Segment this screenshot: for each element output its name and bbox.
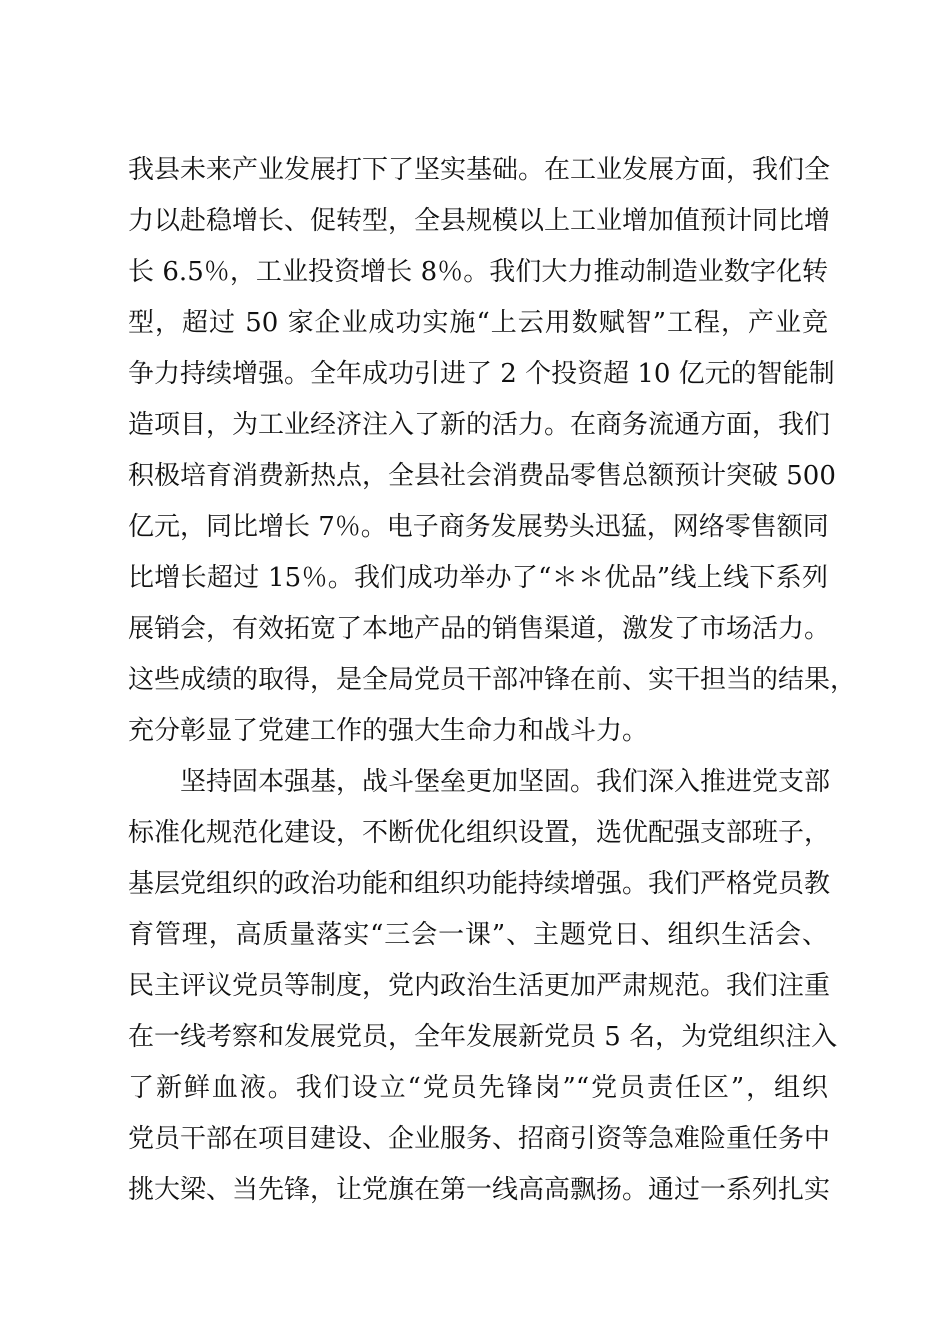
text-line: 比增长超过 15％。我们成功举办了“＊＊优品”线上线下系列 <box>128 563 828 593</box>
text-line: 力以赴稳增长、促转型，全县规模以上工业增加值预计同比增 <box>128 206 831 236</box>
text-line: 争力持续增强。全年成功引进了 2 个投资超 10 亿元的智能制 <box>128 359 835 389</box>
text-line: 民主评议党员等制度，党内政治生活更加严肃规范。我们注重 <box>128 971 831 1001</box>
text-line: 这些成绩的取得，是全局党员干部冲锋在前、实干担当的结果， <box>128 665 857 695</box>
document-body <box>128 145 857 1216</box>
text-line: 挑大梁、当先锋，让党旗在第一线高高飘扬。通过一系列扎实 <box>128 1175 831 1205</box>
text-line: 党员干部在项目建设、企业服务、招商引资等急难险重任务中 <box>128 1124 831 1154</box>
text-line: 造项目，为工业经济注入了新的活力。在商务流通方面，我们 <box>128 410 831 440</box>
text-line: 充分彰显了党建工作的强大生命力和战斗力。 <box>128 716 649 746</box>
text-line: 型，超过 50 家企业成功实施“上云用数赋智”工程，产业竞 <box>128 308 828 338</box>
text-line: 坚持固本强基，战斗堡垒更加坚固。我们深入推进党支部 <box>180 767 831 797</box>
text-line: 长 6.5％，工业投资增长 8％。我们大力推动制造业数字化转 <box>128 257 828 287</box>
text-line: 了新鲜血液。我们设立“党员先锋岗”“党员责任区”，组织 <box>128 1073 828 1103</box>
text-line: 亿元，同比增长 7％。电子商务发展势头迅猛，网络零售额同 <box>128 512 829 542</box>
paragraph-1 <box>128 145 857 757</box>
paragraph-2 <box>128 757 838 1216</box>
text-line: 育管理，高质量落实“三会一课”、主题党日、组织生活会、 <box>128 920 828 950</box>
text-line: 积极培育消费新热点，全县社会消费品零售总额预计突破 500 <box>128 461 836 491</box>
text-line: 展销会，有效拓宽了本地产品的销售渠道，激发了市场活力。 <box>128 614 831 644</box>
text-line: 标准化规范化建设，不断优化组织设置，选优配强支部班子， <box>128 818 831 848</box>
text-line: 在一线考察和发展党员，全年发展新党员 5 名，为党组织注入 <box>128 1022 838 1052</box>
text-line: 我县未来产业发展打下了坚实基础。在工业发展方面，我们全 <box>128 155 831 185</box>
text-line: 基层党组织的政治功能和组织功能持续增强。我们严格党员教 <box>128 869 831 899</box>
